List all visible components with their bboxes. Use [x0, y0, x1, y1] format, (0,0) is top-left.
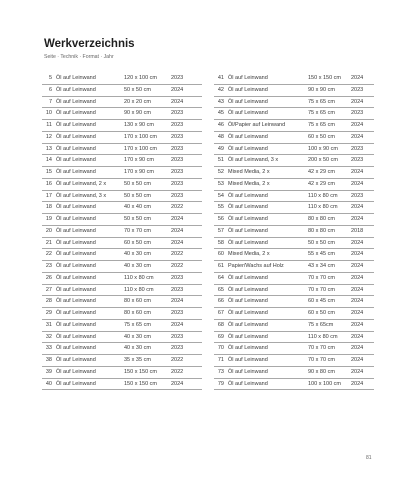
catalog-number: 13	[45, 145, 52, 152]
technique: Öl auf Leinwand	[56, 86, 96, 93]
format: 90 x 80 cm	[308, 368, 335, 375]
catalog-number: 55	[217, 204, 224, 211]
format: 55 x 45 cm	[308, 251, 335, 258]
technique: Mixed Media, 2 x	[228, 251, 270, 258]
technique: Öl auf Leinwand	[56, 333, 96, 340]
format: 50 x 50 cm	[124, 192, 151, 199]
year: 2023	[351, 145, 364, 152]
year: 2022	[171, 204, 184, 211]
technique: Öl auf Leinwand	[56, 298, 96, 305]
catalog-number: 20	[45, 227, 52, 234]
year: 2022	[171, 357, 184, 363]
technique: Öl auf Leinwand	[228, 145, 268, 152]
catalog-number: 11	[46, 122, 52, 128]
format: 60 x 50 cm	[124, 239, 151, 246]
catalog-row	[42, 261, 202, 273]
year: 2024	[351, 239, 364, 246]
format: 80 x 60 cm	[124, 298, 151, 305]
year: 2024	[351, 98, 364, 105]
year: 2023	[171, 310, 184, 316]
catalog-row	[214, 179, 374, 191]
technique: Öl auf Leinwand	[56, 227, 96, 234]
catalog-number: 39	[45, 368, 52, 375]
catalog-row	[214, 108, 374, 120]
catalog-number: 60	[217, 251, 224, 258]
technique: Mixed Media, 2 x	[228, 180, 270, 187]
technique: Öl auf Leinwand	[228, 286, 268, 293]
technique: Öl auf Leinwand	[56, 357, 96, 363]
year: 2023	[171, 133, 184, 140]
page-title: Werkverzeichnis	[44, 38, 135, 50]
format: 110 x 80 cm	[308, 204, 338, 211]
format: 75 x 65 cm	[124, 321, 151, 328]
catalog-number: 33	[45, 345, 52, 352]
catalog-number: 17	[45, 192, 52, 199]
format: 130 x 90 cm	[124, 122, 154, 128]
format: 75 x 65 cm	[308, 122, 335, 128]
format: 110 x 80 cm	[308, 192, 338, 199]
technique: Öl auf Leinwand	[56, 169, 96, 175]
catalog-row	[214, 167, 374, 179]
catalog-number: 21	[45, 239, 52, 246]
year: 2022	[171, 368, 184, 375]
catalog-number: 65	[217, 286, 224, 293]
catalog-row	[214, 273, 374, 285]
format: 42 x 29 cm	[308, 180, 335, 187]
technique: Öl auf Leinwand	[56, 286, 96, 293]
technique: Öl auf Leinwand	[56, 345, 96, 352]
catalog-row	[42, 108, 202, 120]
year: 2024	[171, 298, 184, 305]
format: 150 x 150 cm	[124, 380, 158, 387]
catalog-row	[214, 285, 374, 297]
format: 120 x 100 cm	[124, 75, 158, 81]
format: 200 x 50 cm	[308, 157, 338, 164]
year: 2023	[351, 192, 364, 199]
catalog-row	[214, 97, 374, 109]
catalog-row	[214, 155, 374, 167]
catalog-column-left	[42, 73, 202, 390]
format: 42 x 29 cm	[308, 169, 335, 175]
format: 110 x 80 cm	[124, 274, 154, 281]
technique: Öl auf Leinwand	[228, 274, 268, 281]
catalog-number: 38	[45, 357, 52, 363]
year: 2023	[171, 145, 184, 152]
year: 2023	[171, 333, 184, 340]
catalog-row	[214, 320, 374, 332]
catalog-row	[42, 332, 202, 344]
technique: Öl auf Leinwand	[56, 380, 96, 387]
technique: Öl auf Leinwand	[56, 263, 96, 269]
catalog-number: 28	[45, 298, 52, 305]
technique: Öl auf Leinwand	[228, 310, 268, 316]
year: 2024	[351, 122, 364, 128]
technique: Papier/Wachs auf Holz	[228, 263, 284, 269]
catalog-row	[42, 97, 202, 109]
catalog-number: 70	[217, 345, 224, 352]
catalog-row	[42, 320, 202, 332]
year: 2024	[351, 345, 364, 352]
format: 75 x 65 cm	[308, 98, 335, 105]
technique: Öl auf Leinwand	[228, 298, 268, 305]
catalog-row	[42, 167, 202, 179]
catalog-row	[214, 202, 374, 214]
catalog-number: 10	[45, 110, 52, 117]
year: 2024	[351, 380, 364, 387]
catalog-number: 71	[217, 357, 224, 363]
technique: Öl auf Leinwand	[56, 216, 96, 222]
year: 2024	[351, 204, 364, 211]
catalog-row	[214, 85, 374, 97]
year: 2024	[171, 321, 184, 328]
catalog-number: 15	[45, 169, 52, 175]
format: 170 x 90 cm	[124, 169, 154, 175]
year: 2024	[171, 239, 184, 246]
technique: Öl auf Leinwand	[56, 274, 96, 281]
technique: Öl auf Leinwand	[56, 98, 96, 105]
catalog-row	[42, 367, 202, 379]
year: 2024	[351, 310, 364, 316]
format: 75 x 65cm	[308, 321, 334, 328]
catalog-number: 22	[45, 251, 52, 258]
catalog-row	[214, 308, 374, 320]
technique: Öl auf Leinwand	[228, 380, 268, 387]
catalog-row	[42, 144, 202, 156]
catalog-row	[214, 238, 374, 250]
format: 20 x 20 cm	[124, 98, 151, 105]
format: 170 x 90 cm	[124, 157, 154, 164]
catalog-number: 48	[217, 133, 224, 140]
catalog-row	[214, 73, 374, 85]
year: 2024	[351, 357, 364, 363]
technique: Öl auf Leinwand	[228, 368, 268, 375]
catalog-row	[214, 332, 374, 344]
technique: Öl auf Leinwand	[228, 133, 268, 140]
catalog-number: 5	[48, 75, 52, 81]
catalog-row	[214, 261, 374, 273]
catalog-number: 43	[217, 98, 224, 105]
technique: Öl auf Leinwand	[228, 357, 268, 363]
format: 150 x 150 cm	[124, 368, 158, 375]
catalog-row	[42, 155, 202, 167]
catalog-number: 26	[45, 274, 52, 281]
catalog-row	[42, 132, 202, 144]
format: 170 x 100 cm	[124, 145, 158, 152]
format: 60 x 50 cm	[308, 133, 335, 140]
catalog-number: 52	[217, 169, 224, 175]
page-subtitle: Seite · Technik · Format · Jahr	[44, 54, 114, 60]
catalog-row	[42, 249, 202, 261]
technique: Öl auf Leinwand	[228, 345, 268, 352]
catalog-row	[214, 343, 374, 355]
catalog-number: 49	[217, 145, 224, 152]
catalog-row	[214, 296, 374, 308]
catalog-row	[42, 191, 202, 203]
catalog-number: 6	[48, 86, 52, 93]
year: 2023	[171, 169, 184, 175]
year: 2023	[171, 122, 184, 128]
catalog-row	[42, 296, 202, 308]
format: 70 x 70 cm	[124, 227, 151, 234]
catalog-number: 68	[217, 321, 224, 328]
year: 2024	[171, 216, 184, 222]
technique: Öl auf Leinwand, 3 x	[228, 157, 279, 164]
catalog-row	[214, 132, 374, 144]
year: 2024	[351, 263, 364, 269]
catalog-number: 41	[217, 75, 224, 81]
format: 80 x 80 cm	[308, 227, 335, 234]
year: 2023	[171, 345, 184, 352]
year: 2024	[171, 86, 184, 93]
catalog-number: 69	[217, 333, 224, 340]
technique: Öl auf Leinwand	[56, 157, 96, 164]
year: 2023	[171, 192, 184, 199]
catalog-number: 12	[45, 133, 52, 140]
catalog-row	[42, 73, 202, 85]
catalog-number: 42	[217, 86, 224, 93]
format: 80 x 60 cm	[124, 310, 151, 316]
year: 2022	[171, 251, 184, 258]
technique: Öl auf Leinwand	[228, 227, 268, 234]
technique: Öl auf Leinwand	[56, 310, 96, 316]
technique: Öl/Papier auf Leinwand	[228, 122, 286, 128]
catalog-row	[42, 355, 202, 367]
year: 2024	[351, 274, 364, 281]
year: 2022	[171, 263, 184, 269]
catalog-number: 7	[48, 98, 52, 105]
catalog-row	[42, 343, 202, 355]
format: 70 x 70 cm	[308, 274, 335, 281]
format: 90 x 90 cm	[308, 86, 335, 93]
catalog-number: 16	[45, 180, 52, 187]
technique: Öl auf Leinwand	[56, 110, 96, 117]
format: 70 x 70 cm	[308, 357, 335, 363]
technique: Öl auf Leinwand	[228, 333, 268, 340]
technique: Öl auf Leinwand	[228, 192, 268, 199]
technique: Mixed Media, 2 x	[228, 169, 270, 175]
catalog-number: 32	[45, 333, 52, 340]
format: 40 x 30 cm	[124, 263, 151, 269]
catalog-number: 46	[217, 122, 224, 128]
format: 170 x 100 cm	[124, 133, 158, 140]
catalog-number: 45	[217, 110, 224, 117]
year: 2024	[171, 380, 184, 387]
technique: Öl auf Leinwand	[228, 321, 268, 328]
catalog-row	[42, 120, 202, 132]
year: 2024	[351, 286, 364, 293]
catalog-row	[42, 379, 202, 391]
format: 75 x 65 cm	[308, 110, 335, 117]
technique: Öl auf Leinwand	[228, 110, 268, 117]
catalog-number: 64	[217, 274, 224, 281]
catalog-row	[214, 144, 374, 156]
catalog-row	[42, 85, 202, 97]
year: 2024	[351, 321, 364, 328]
format: 100 x 100 cm	[308, 380, 342, 387]
year: 2024	[351, 75, 364, 81]
catalog-number: 79	[217, 380, 224, 387]
catalog-row	[214, 214, 374, 226]
catalog-row	[214, 367, 374, 379]
technique: Öl auf Leinwand	[56, 239, 96, 246]
catalog-row	[42, 308, 202, 320]
technique: Öl auf Leinwand, 3 x	[56, 192, 107, 199]
year: 2024	[351, 251, 364, 258]
catalog-number: 57	[217, 227, 224, 234]
catalog-row	[42, 179, 202, 191]
catalog-number: 67	[217, 310, 224, 316]
catalog-number: 29	[45, 310, 52, 316]
catalog-number: 14	[45, 157, 52, 164]
catalog-row	[214, 120, 374, 132]
technique: Öl auf Leinwand	[56, 251, 96, 258]
format: 40 x 30 cm	[124, 251, 151, 258]
year: 2023	[171, 75, 184, 81]
format: 60 x 45 cm	[308, 298, 335, 305]
format: 80 x 80 cm	[308, 216, 335, 222]
format: 60 x 50 cm	[308, 310, 335, 316]
catalog-number: 66	[217, 298, 224, 305]
catalog-row	[42, 285, 202, 297]
technique: Öl auf Leinwand	[56, 368, 96, 375]
technique: Öl auf Leinwand	[228, 98, 268, 105]
format: 35 x 35 cm	[124, 357, 151, 363]
catalog-number: 23	[45, 263, 52, 269]
format: 40 x 40 cm	[124, 204, 151, 211]
technique: Öl auf Leinwand	[56, 75, 96, 81]
year: 2024	[351, 333, 364, 340]
year: 2023	[171, 274, 184, 281]
year: 2023	[171, 286, 184, 293]
year: 2024	[351, 169, 364, 175]
technique: Öl auf Leinwand	[56, 204, 96, 211]
year: 2023	[171, 157, 184, 164]
technique: Öl auf Leinwand	[228, 204, 268, 211]
format: 100 x 90 cm	[308, 145, 338, 152]
catalog-row	[214, 379, 374, 391]
year: 2024	[171, 98, 184, 105]
technique: Öl auf Leinwand	[228, 86, 268, 93]
technique: Öl auf Leinwand	[56, 321, 96, 328]
format: 43 x 34 cm	[308, 263, 335, 269]
technique: Öl auf Leinwand	[228, 239, 268, 246]
technique: Öl auf Leinwand	[56, 145, 96, 152]
catalog-number: 58	[217, 239, 224, 246]
format: 50 x 50 cm	[124, 216, 151, 222]
format: 50 x 50 cm	[124, 180, 151, 187]
year: 2024	[171, 227, 184, 234]
format: 40 x 30 cm	[124, 345, 151, 352]
year: 2024	[351, 216, 364, 222]
format: 50 x 50 cm	[308, 239, 335, 246]
catalog-row	[214, 355, 374, 367]
catalog-number: 27	[45, 286, 52, 293]
catalog-number: 54	[217, 192, 224, 199]
catalog-number: 40	[45, 380, 52, 387]
year: 2024	[351, 180, 364, 187]
year: 2018	[351, 227, 364, 234]
technique: Öl auf Leinwand	[56, 122, 96, 128]
year: 2023	[171, 110, 184, 117]
technique: Öl auf Leinwand	[228, 216, 268, 222]
format: 40 x 30 cm	[124, 333, 151, 340]
catalog-row	[214, 249, 374, 261]
year: 2023	[171, 180, 184, 187]
format: 70 x 70 cm	[308, 345, 335, 352]
catalog-row	[42, 273, 202, 285]
catalog-row	[42, 238, 202, 250]
technique: Öl auf Leinwand	[56, 133, 96, 140]
catalog-row	[42, 202, 202, 214]
year: 2023	[351, 110, 364, 117]
catalog-row	[42, 214, 202, 226]
technique: Öl auf Leinwand, 2 x	[56, 180, 107, 187]
format: 70 x 70 cm	[308, 286, 335, 293]
catalog-row	[214, 191, 374, 203]
year: 2024	[351, 298, 364, 305]
technique: Öl auf Leinwand	[228, 75, 268, 81]
format: 110 x 80 cm	[124, 286, 154, 293]
catalog-number: 61	[217, 263, 224, 269]
format: 90 x 90 cm	[124, 110, 151, 117]
catalog-number: 18	[45, 204, 52, 211]
catalog-row	[42, 226, 202, 238]
year: 2023	[351, 86, 364, 93]
catalog-number: 53	[217, 180, 224, 187]
year: 2023	[351, 157, 364, 164]
catalog-number: 51	[217, 157, 224, 164]
catalog-number: 73	[217, 368, 224, 375]
format: 50 x 50 cm	[124, 86, 151, 93]
catalog-number: 19	[45, 216, 52, 222]
catalog-number: 56	[217, 216, 224, 222]
page-number: 81	[366, 455, 372, 461]
year: 2024	[351, 368, 364, 375]
catalog-column-right	[214, 73, 374, 390]
format: 150 x 150 cm	[308, 75, 342, 81]
format: 110 x 80 cm	[308, 333, 338, 340]
year: 2024	[351, 133, 364, 140]
catalog-row	[214, 226, 374, 238]
catalog-number: 31	[45, 321, 52, 328]
